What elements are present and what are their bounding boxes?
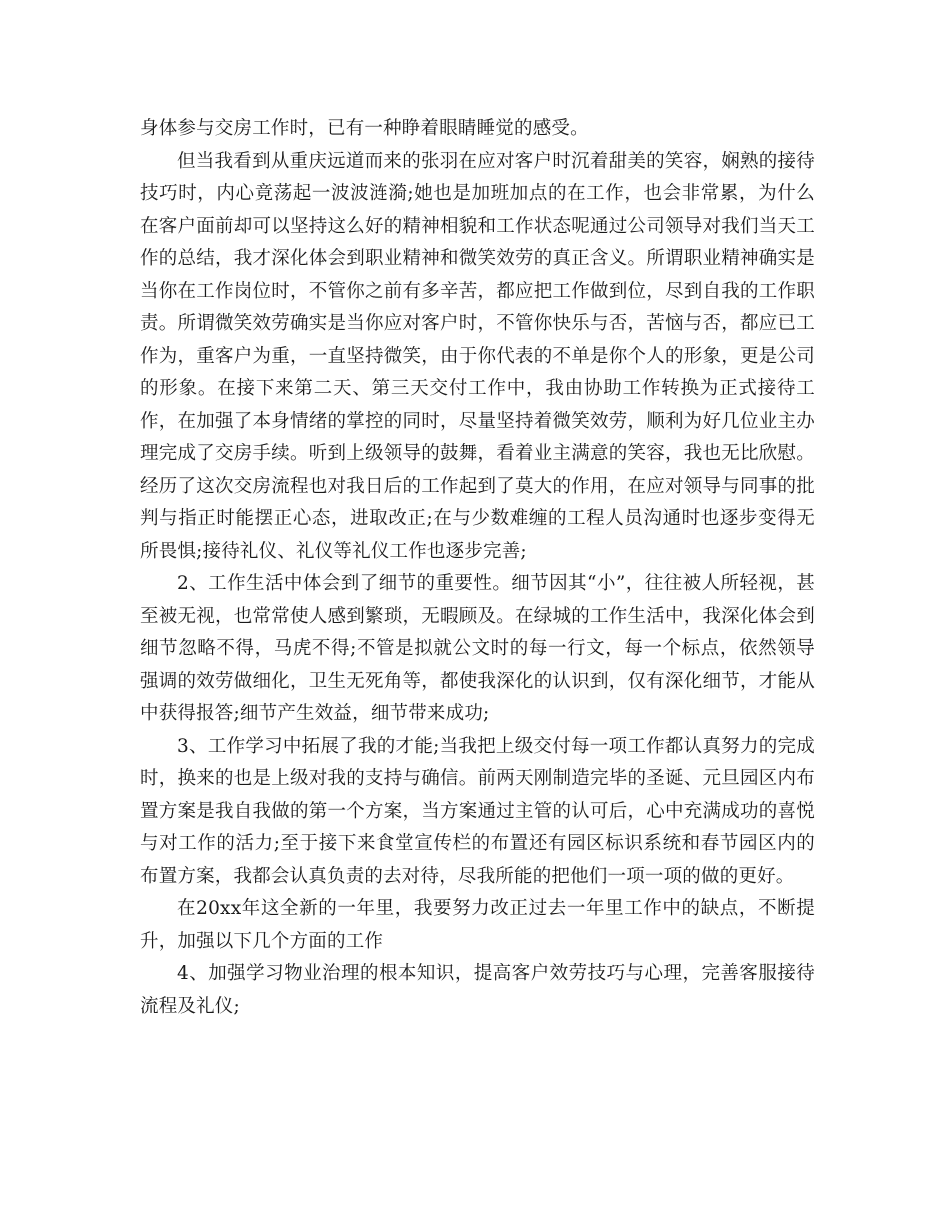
- document-body: [140, 113, 815, 1023]
- paragraph-3: 2、工作生活中体会到了细节的重要性。细节因其“小”，往往被人所轻视，甚至被无视，也常常使人感到繁琐，无暇顾及。在绿城的工作生活中，我深化体会到细节忽略不得，马虎不得;不管是拟就公文时的每一行文，每一个标点，依然领导强调的效劳做细化，卫生无死角等，都使我深化的认识到，仅有深化细节，才能从中获得报答;细节产生效益，细节带来成功;: [140, 573, 815, 724]
- paragraph-6: 4、加强学习物业治理的根本知识，提高客户效劳技巧与心理，完善客服接待流程及礼仪;: [140, 963, 815, 1017]
- paragraph-2: 但当我看到从重庆远道而来的张羽在应对客户时沉着甜美的笑容，娴熟的接待技巧时，内心竟荡起一波波涟漪;她也是加班加点的在工作，也会非常累，为什么在客户面前却可以坚持这么好的精神相貌和工作状态呢通过公司领导对我们当天工作的总结，我才深化体会到职业精神和微笑效劳的真正含义。所谓职业精神确实是当你在工作岗位时，不管你之前有多辛苦，都应把工作做到位，尽到自我的工作职责。所谓微笑效劳确实是当你应对客户时，不管你快乐与否，苦恼与否，都应已工作为，重客户为重，一直坚持微笑，由于你代表的不单是你个人的形象，更是公司的形象。在接下来第二天、第三天交付工作中，我由协助工作转换为正式接待工作，在加强了本身情绪的掌控的同时，尽量坚持着微笑效劳，顺利为好几位业主办理完成了交房手续。听到上级领导的鼓舞，看着业主满意的笑容，我也无比欣慰。经历了这次交房流程也对我日后的工作起到了莫大的作用，在应对领导与同事的批判与指正时能摆正心态，进取改正;在与少数难缠的工程人员沟通时也逐步变得无所畏惧;接待礼仪、礼仪等礼仪工作也逐步完善;: [140, 150, 815, 562]
- paragraph-5: 在20xx年这全新的一年里，我要努力改正过去一年里工作中的缺点，不断提升，加强以下几个方面的工作: [140, 898, 815, 952]
- paragraph-4: 3、工作学习中拓展了我的才能;当我把上级交付每一项工作都认真努力的完成时，换来的也是上级对我的支持与确信。前两天刚制造完毕的圣诞、元旦园区内布置方案是我自我做的第一个方案，当方案通过主管的认可后，心中充满成功的喜悦与对工作的活力;至于接下来食堂宣传栏的布置还有园区标识系统和春节园区内的布置方案，我都会认真负责的去对待，尽我所能的把他们一项一项的做的更好。: [140, 735, 815, 887]
- paragraph-1: 身体参与交房工作时，已有一种睁着眼睛睡觉的感受。: [140, 118, 589, 139]
